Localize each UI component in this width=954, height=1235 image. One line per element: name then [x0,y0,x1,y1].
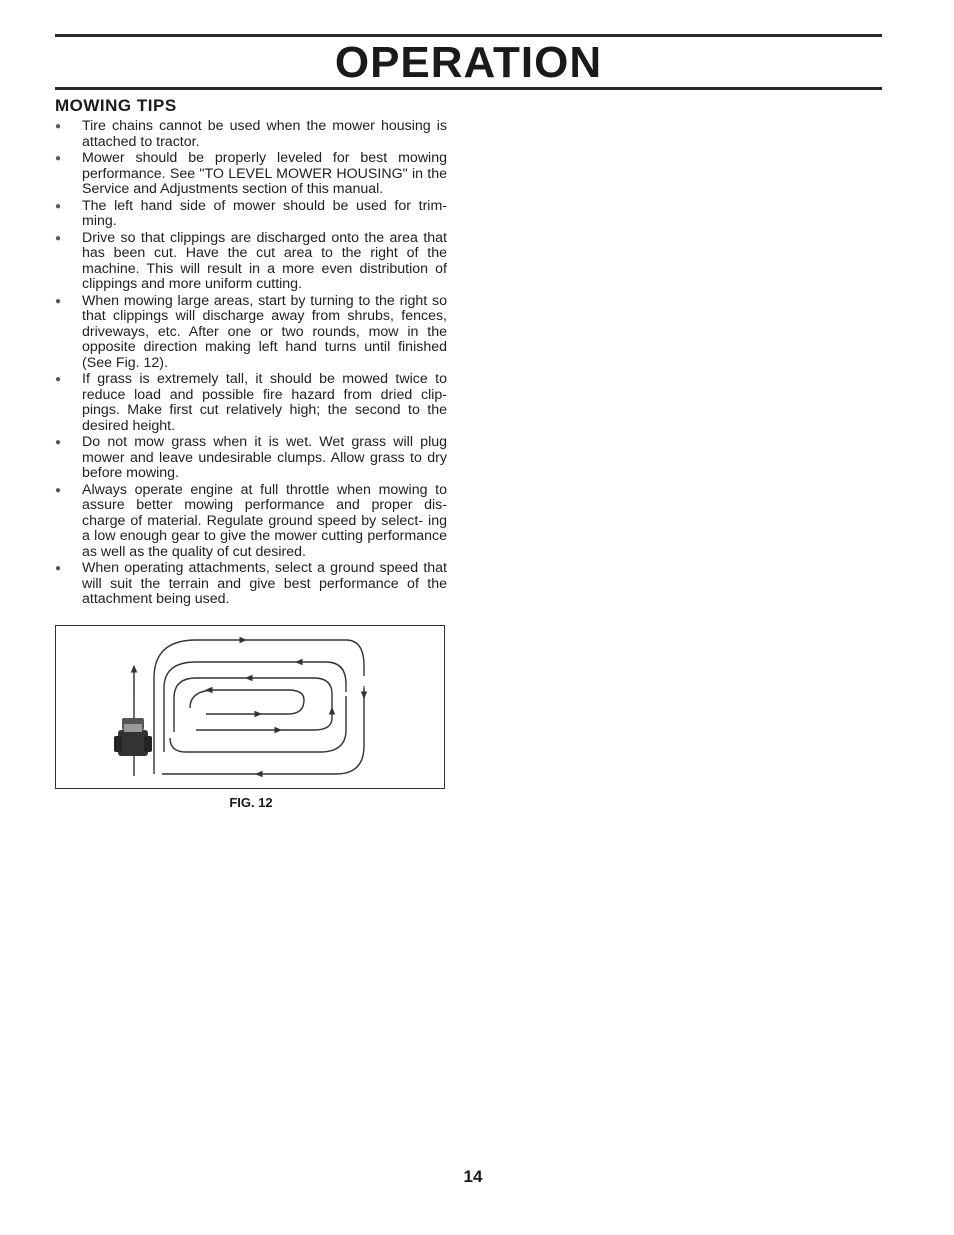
bullet-icon: ● [55,232,62,244]
list-item [55,561,447,608]
bullet-icon: ● [55,484,62,496]
tip-text: When mowing large areas, start by turning to the right so that clippings will discharge away from shrubs, fences, driveways, etc. After one or two rounds, mow in the opposite direction making left hand turns until finished (See Fig. 12). [82,292,447,371]
section-heading: MOWING TIPS [55,96,177,115]
second-right [170,696,346,752]
bullet-icon: ● [55,437,62,448]
list-item [55,435,447,482]
figure-box [55,625,445,789]
bullet-icon: ● [55,200,62,212]
page-number [0,1167,954,1187]
tip-text: Mower should be properly leveled for best mowing performance. See "TO LEVEL MOWER HOUSING" in the Service and Adjustments section of this manual. [82,150,447,197]
tip-text: Always operate engine at full throttle when mowing to assure better mowing performance and proper dis- charge of material. Regulate ground speed by select- ing a low enough gear to give the mower cutting performance as well as the quality of cut desired. [82,481,447,560]
header-rule-bottom [55,87,882,90]
mowing-pattern-diagram [56,626,446,790]
mowing-tips-list [55,119,447,609]
outer-right [162,688,364,774]
list-item [55,372,447,434]
tip-text: When operating attachments, select a ground speed that will suit the terrain and give best performance of the attachment being used. [82,560,447,607]
list-item [55,151,447,198]
second-path [164,662,346,752]
bullet-icon: ● [55,153,62,164]
tip-text: Tire chains cannot be used when the mower housing is attached to tractor. [82,118,447,150]
third-path [174,678,332,732]
page-title: OPERATION [334,38,603,87]
figure-caption: FIG. 12 [229,795,273,810]
list-item [55,294,447,372]
tip-text: Drive so that clippings are discharged onto the area that has been cut. Have the cut area to the right of the machine. This will result in a more even distribution of clippings and more uniform cutting. [82,229,447,292]
bullet-icon: ● [55,121,62,132]
tip-text: The left hand side of mower should be used for trim- ming. [82,197,447,229]
header-rule-top [55,34,882,37]
bullet-icon: ● [55,295,62,307]
page-number-text: 14 [463,1167,483,1186]
bullet-icon: ● [55,563,62,574]
tip-text: If grass is extremely tall, it should be mowed twice to reduce load and possible fire hazard from dried clip- pings. Make first cut relatively high; the second to the desired height. [82,371,447,434]
tip-text: Do not mow grass when it is wet. Wet grass will plug mower and leave undesirable clumps. Allow grass to dry before mowing. [82,434,447,481]
list-item [55,199,447,230]
list-item [55,483,447,561]
list-item [55,119,447,150]
list-item [55,231,447,293]
tractor-icon [114,718,152,756]
bullet-icon: ● [55,374,62,385]
inner-path [190,690,304,714]
